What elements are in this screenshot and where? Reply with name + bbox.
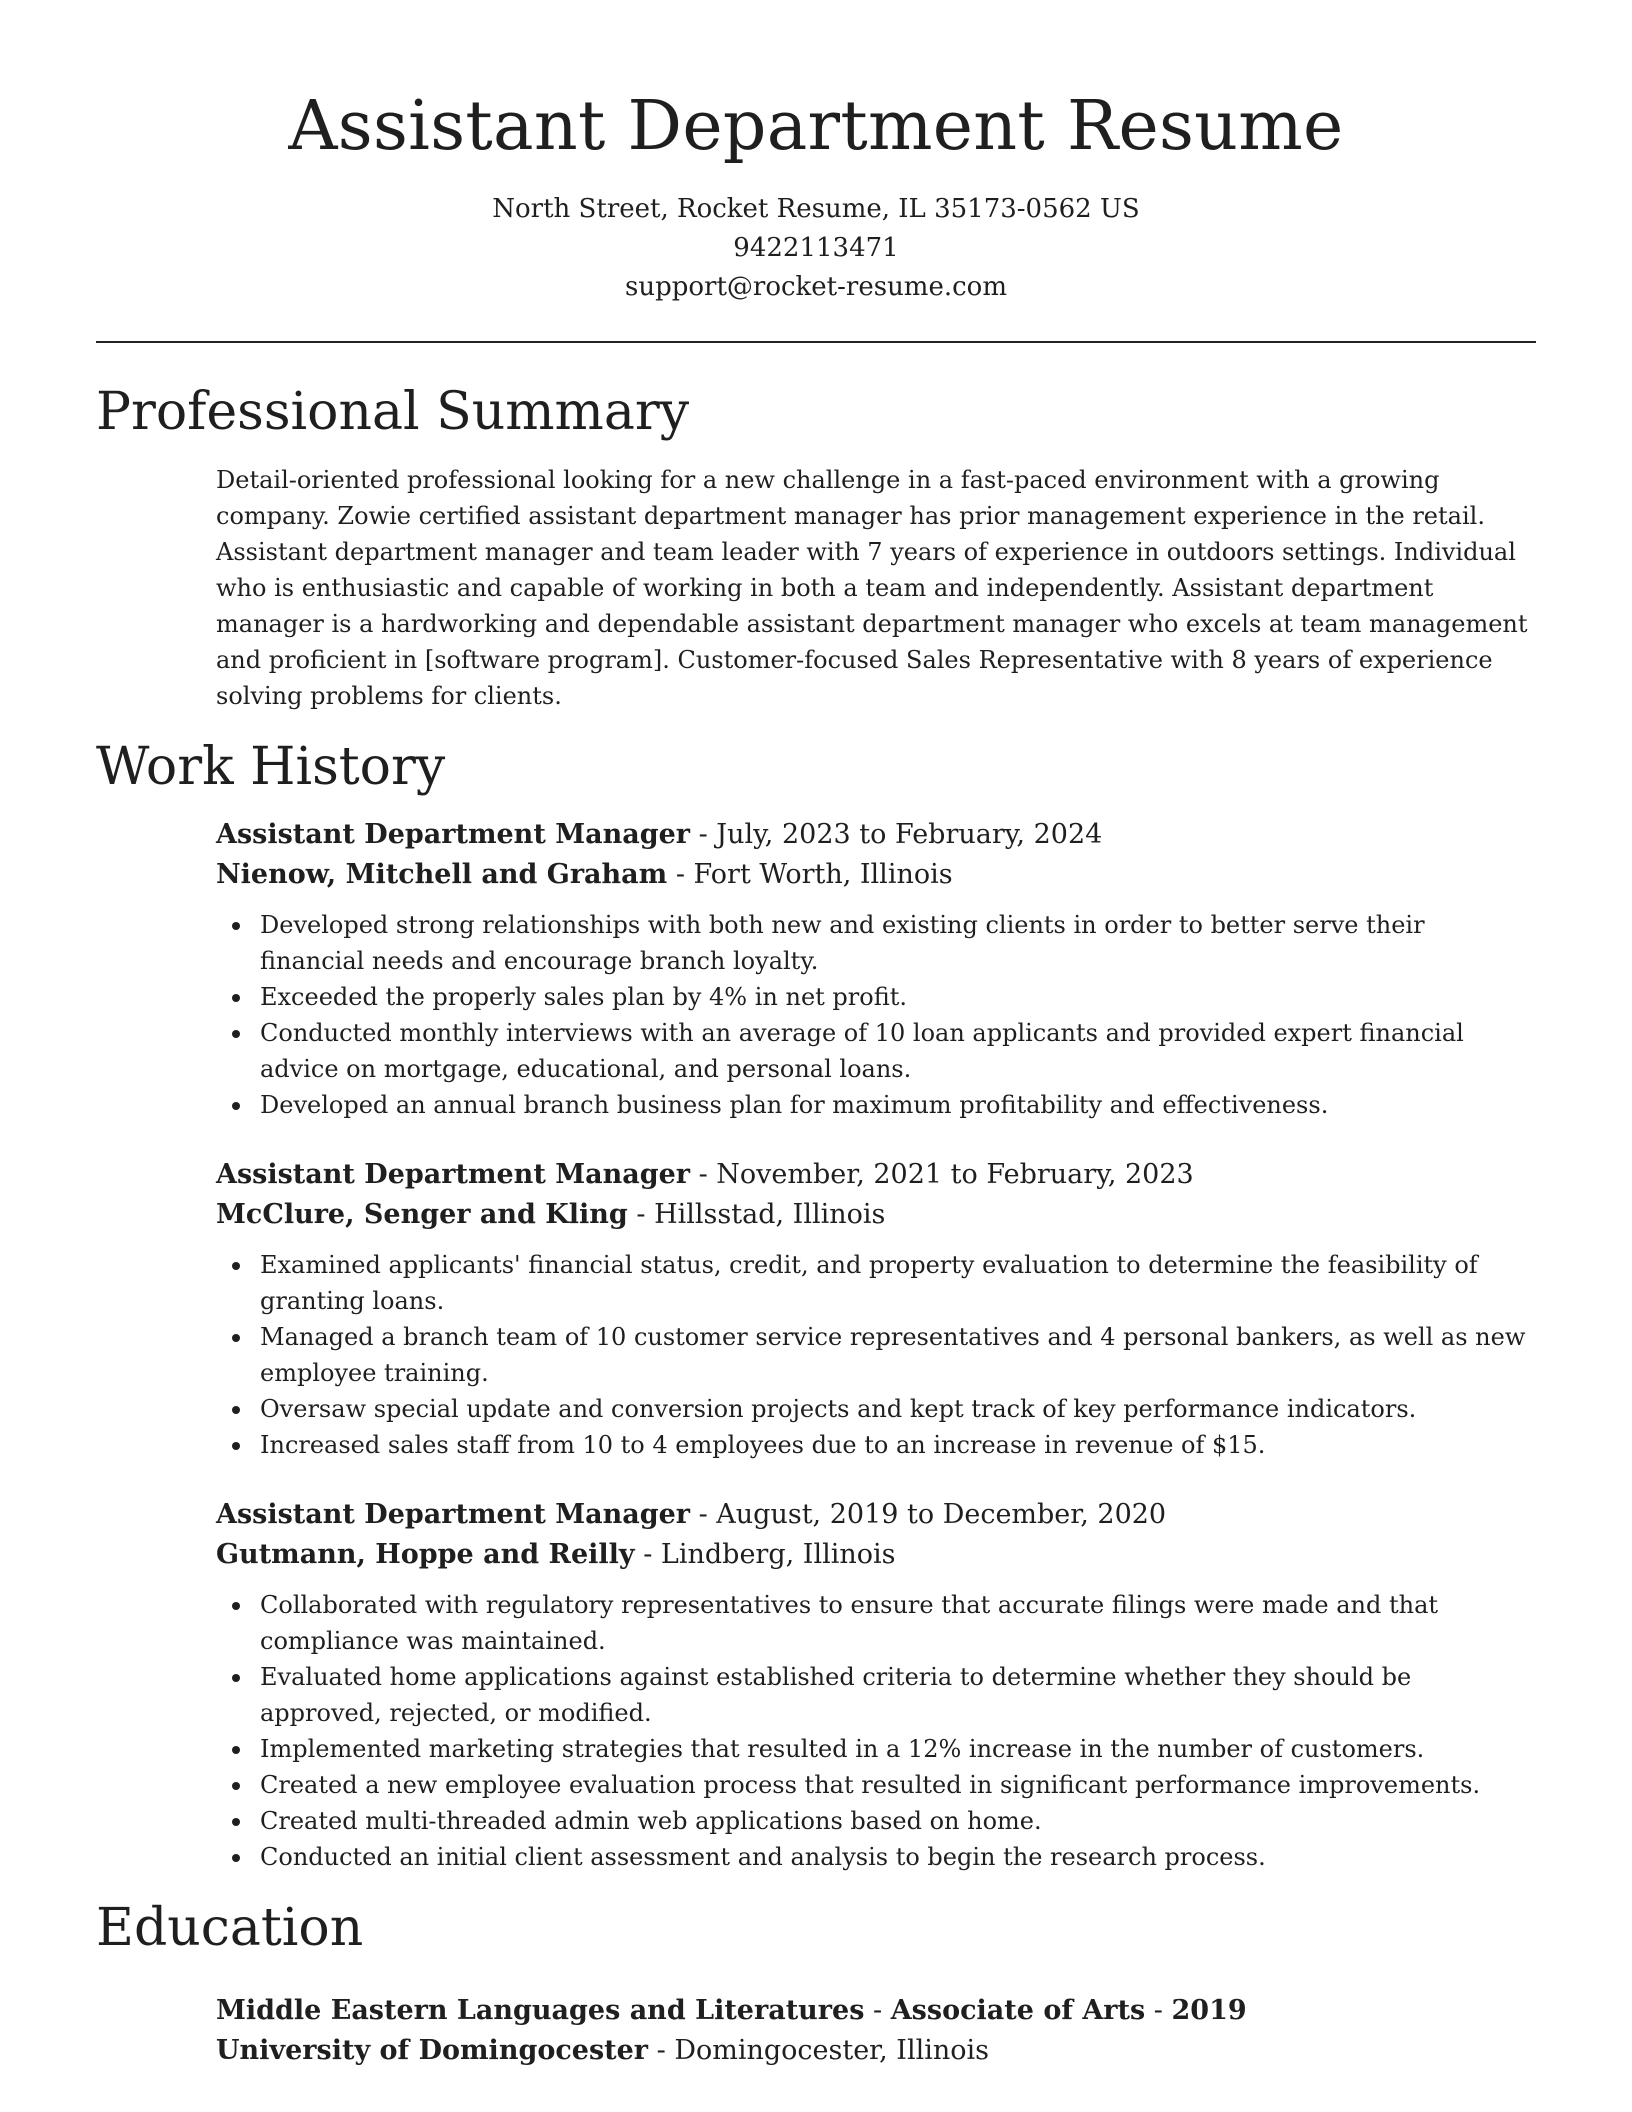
job-title-line [216, 1495, 1536, 1535]
job-bullet: Conducted monthly interviews with an average of 10 loan applicants and provided expert financial advice on mortgage, educational, and personal loans. [216, 1015, 1536, 1087]
job-company-line [216, 855, 1536, 895]
job-bullet: Created a new employee evaluation process that resulted in significant performance improvements. [216, 1767, 1536, 1803]
job-bullet: Collaborated with regulatory representatives to ensure that accurate filings were made and that compliance was maintained. [216, 1587, 1536, 1659]
job-location: Hillsstad, Illinois [654, 1199, 886, 1230]
job-title-line [216, 1155, 1536, 1195]
separator: - [667, 859, 694, 890]
job-title: Assistant Department Manager [216, 1159, 690, 1190]
separator: - [689, 1159, 717, 1190]
separator: - [1145, 1995, 1172, 2026]
job-title: Assistant Department Manager [216, 819, 690, 850]
separator: - [689, 819, 717, 850]
job-bullet: Oversaw special update and conversion projects and kept track of key performance indicators. [216, 1391, 1536, 1427]
job-dates: November, 2021 to February, 2023 [716, 1159, 1194, 1190]
job-bullet: Increased sales staff from 10 to 4 employees due to an increase in revenue of $15. [216, 1427, 1536, 1463]
job-bullet: Exceeded the properly sales plan by 4% in net profit. [216, 979, 1536, 1015]
job-bullet-list [216, 907, 1536, 1123]
resume-title: Assistant Department Resume [288, 87, 1344, 166]
education-degree: Associate of Arts [890, 1995, 1146, 2026]
job-bullet: Examined applicants' financial status, credit, and property evaluation to determine the feasibility of granting loans. [216, 1247, 1536, 1319]
education-school: University of Domingocester [216, 2035, 649, 2066]
education-location: Domingocester, Illinois [674, 2035, 989, 2066]
education-entry [216, 1991, 1536, 2071]
contact-block [0, 190, 1632, 307]
separator: - [634, 1539, 661, 1570]
summary-text: Detail-oriented professional looking for a new challenge in a fast-paced environment with a growing company. Zowie certified assistant department manager has prior management experience in the retail. Assistant department manager and team leader with 7 years of experience in outdoors settings. Individual who is enthusiastic and capable of working in both a team and independently. Assistant department manager is a hardworking and dependable assistant department manager who excels at team management and proficient in [software program]. Customer-focused Sales Representative with 8 years of experience solving problems for clients. [216, 466, 1528, 710]
job-bullet-list [216, 1247, 1536, 1463]
job-bullet: Managed a branch team of 10 customer service representatives and 4 personal bankers, as well as new employee training. [216, 1319, 1536, 1391]
separator: - [864, 1995, 891, 2026]
separator: - [648, 2035, 675, 2066]
job-entry [216, 1155, 1536, 1463]
job-bullet: Created multi-threaded admin web applications based on home. [216, 1803, 1536, 1839]
job-bullet: Developed an annual branch business plan for maximum profitability and effectiveness. [216, 1087, 1536, 1123]
job-company: Gutmann, Hoppe and Reilly [216, 1539, 635, 1570]
header-divider [96, 341, 1536, 343]
job-company: Nienow, Mitchell and Graham [216, 859, 668, 890]
contact-email: support@rocket-resume.com [624, 272, 1007, 302]
job-location: Lindberg, Illinois [660, 1539, 896, 1570]
job-bullet-list [216, 1587, 1536, 1875]
contact-phone: 9422113471 [733, 233, 899, 263]
contact-address: North Street, Rocket Resume, IL 35173-0562 US [492, 194, 1140, 224]
job-location: Fort Worth, Illinois [693, 859, 953, 890]
job-bullet: Conducted an initial client assessment and analysis to begin the research process. [216, 1839, 1536, 1875]
education-school-line [216, 2031, 1536, 2071]
job-bullet: Developed strong relationships with both new and existing clients in order to better serve their financial needs and encourage branch loyalty. [216, 907, 1536, 979]
job-dates: July, 2023 to February, 2024 [716, 819, 1103, 850]
section-heading-work-history: Work History [96, 737, 446, 797]
job-bullet: Implemented marketing strategies that resulted in a 12% increase in the number of customers. [216, 1731, 1536, 1767]
section-heading-education: Education [96, 1898, 364, 1958]
education-field: Middle Eastern Languages and Literatures [216, 1995, 865, 2026]
education-year: 2019 [1171, 1995, 1247, 2026]
job-title-line [216, 815, 1536, 855]
job-dates: August, 2019 to December, 2020 [716, 1499, 1167, 1530]
job-bullet: Evaluated home applications against established criteria to determine whether they should be approved, rejected, or modified. [216, 1659, 1536, 1731]
job-entry [216, 1495, 1536, 1875]
section-heading-summary: Professional Summary [96, 382, 690, 442]
job-title: Assistant Department Manager [216, 1499, 690, 1530]
job-company: McClure, Senger and Kling [216, 1199, 628, 1230]
job-company-line [216, 1195, 1536, 1235]
education-degree-line [216, 1991, 1536, 2031]
job-entry [216, 815, 1536, 1123]
job-company-line [216, 1535, 1536, 1575]
separator: - [627, 1199, 655, 1230]
separator: - [689, 1499, 717, 1530]
